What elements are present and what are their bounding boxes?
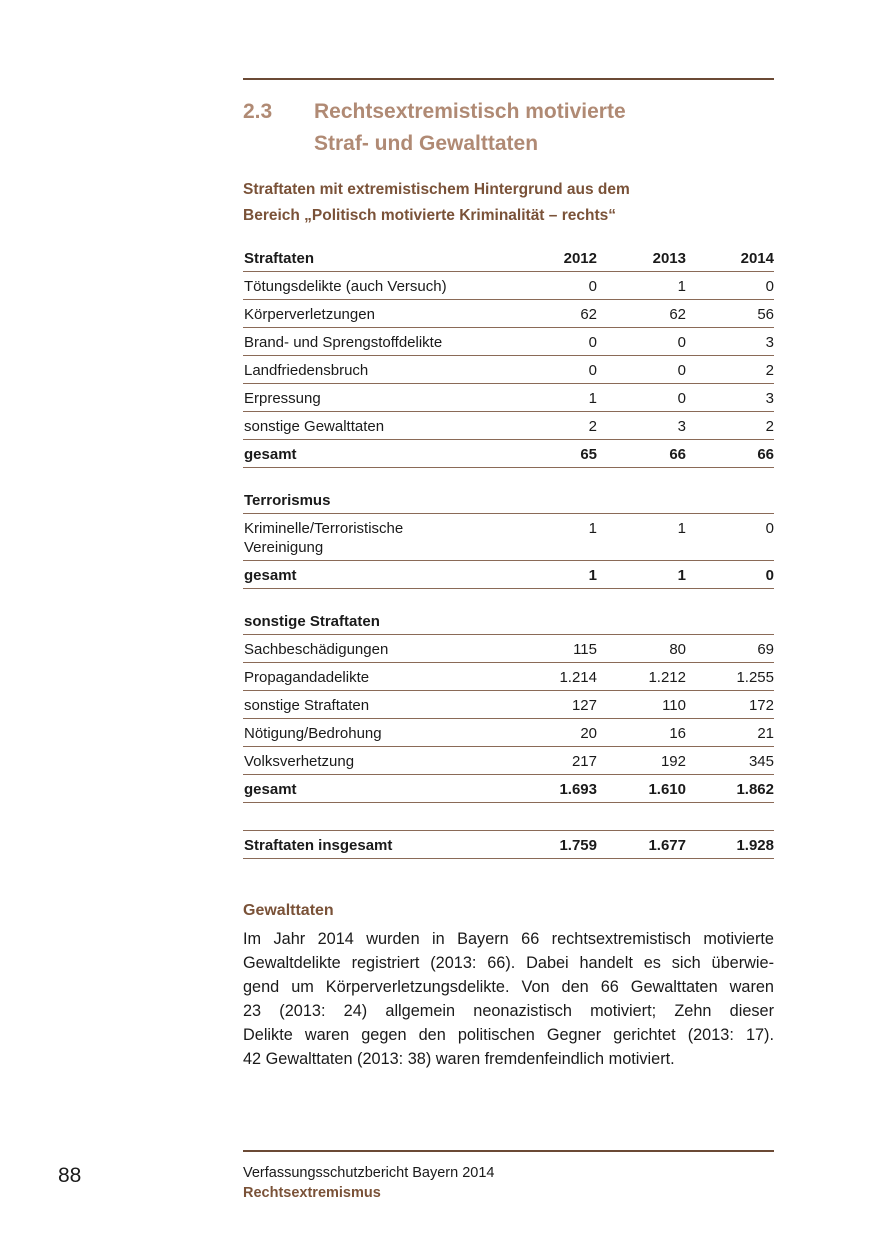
table-row: [243, 635, 774, 663]
cell-2014: 69: [757, 641, 774, 658]
footer-rule: [243, 1150, 774, 1152]
subtotal-row: [243, 775, 774, 803]
cell-2012: 115: [573, 641, 597, 658]
cell-2013: 110: [662, 697, 686, 714]
table-row: [243, 356, 774, 384]
row-label: Sachbeschädigungen: [244, 641, 389, 658]
table-row: [243, 663, 774, 691]
cell-2012: 0: [588, 362, 597, 379]
row-label: Brand- und Sprengstoffdelikte: [244, 334, 443, 351]
row-label: Landfriedensbruch: [244, 362, 369, 379]
row-label: Propagandadelikte: [244, 669, 370, 686]
cell-2013: 66: [669, 446, 686, 463]
cell-2013: 0: [677, 390, 686, 407]
cell-2014: 3: [765, 334, 774, 351]
cell-2013: 62: [669, 306, 686, 323]
table-row: [243, 747, 774, 775]
cell-2012: 2: [588, 418, 597, 435]
cell-2013: 1.677: [648, 837, 686, 854]
row-label: [244, 519, 484, 557]
row-label: sonstige Gewalttaten: [244, 418, 385, 435]
header-2014: 2014: [740, 250, 774, 267]
cell-2012: 127: [571, 697, 597, 714]
table-row: [243, 691, 774, 719]
cell-2013: 80: [669, 641, 686, 658]
top-rule: [243, 78, 774, 80]
cell-2012: 0: [588, 278, 597, 295]
table-spacer: [243, 468, 774, 486]
cell-2012: 65: [580, 446, 597, 463]
cell-2014: 172: [748, 697, 774, 714]
statistics-table: [243, 244, 774, 859]
paragraph-line: 42 Gewalttaten (2013: 38) waren fremdenfeindlich motiviert.: [243, 1050, 675, 1068]
cell-2014: 0: [765, 567, 774, 584]
section-number: 2.3: [243, 100, 273, 123]
cell-2013: 3: [677, 418, 686, 435]
footer-publication: Verfassungsschutzbericht Bayern 2014: [243, 1165, 495, 1181]
table-title-line2: Bereich „Politisch motivierte Kriminalität – rechts“: [243, 207, 616, 224]
row-label: Tötungsdelikte (auch Versuch): [244, 278, 447, 295]
cell-2014: 56: [757, 306, 774, 323]
cell-2012: 1.214: [559, 669, 597, 686]
subtotal-row: [243, 440, 774, 468]
section-title-line1: Rechtsextremistisch motivierte: [314, 100, 626, 123]
cell-2014: 66: [757, 446, 774, 463]
paragraph-line: Gewaltdelikte registriert (2013: 66). Dabei handelt es sich überwie-: [243, 954, 774, 972]
row-label: Straftaten insgesamt: [244, 837, 393, 854]
cell-2014: 2: [765, 418, 774, 435]
cell-2014: 1.862: [736, 781, 774, 798]
paragraph-line: Im Jahr 2014 wurden in Bayern 66 rechtsextremistisch motivierte: [243, 930, 774, 948]
row-label: Körperverletzungen: [244, 306, 375, 323]
header-2013: 2013: [652, 250, 686, 267]
table-row: [243, 412, 774, 440]
row-label: sonstige Straftaten: [244, 697, 370, 714]
table-row: [243, 719, 774, 747]
cell-2013: 1: [677, 567, 686, 584]
table-row: [243, 300, 774, 328]
cell-2013: 1: [677, 520, 686, 537]
cell-2014: 345: [748, 753, 774, 770]
header-label: Straftaten: [244, 250, 315, 267]
group-heading-terrorism: Terrorismus: [244, 492, 331, 509]
row-label: gesamt: [244, 781, 297, 798]
row-label: gesamt: [244, 446, 297, 463]
cell-2012: 20: [580, 725, 597, 742]
section-title-line2: Straf- und Gewalttaten: [314, 132, 539, 155]
cell-2012: 1.693: [559, 781, 597, 798]
table-title-line1: Straftaten mit extremistischem Hintergrund aus dem: [243, 181, 630, 198]
violence-paragraph: [243, 927, 774, 1071]
cell-2012: 1: [588, 520, 597, 537]
group-heading-other: sonstige Straftaten: [244, 613, 380, 630]
cell-2013: 1: [677, 278, 686, 295]
cell-2013: 192: [660, 753, 686, 770]
cell-2014: 21: [757, 725, 774, 742]
table-row: [243, 272, 774, 300]
cell-2013: 16: [669, 725, 686, 742]
paragraph-line: 23 (2013: 24) allgemein neonazistisch motiviert; Zehn dieser: [243, 1002, 774, 1020]
cell-2012: 1: [588, 390, 597, 407]
cell-2012: 217: [571, 753, 597, 770]
cell-2012: 1.759: [559, 837, 597, 854]
cell-2013: 0: [677, 362, 686, 379]
grand-total-row: [243, 831, 774, 859]
cell-2014: 1.255: [736, 669, 774, 686]
cell-2014: 0: [765, 278, 774, 295]
group-heading-row: [243, 607, 774, 635]
paragraph-line: gend um Körperverletzungsdelikte. Von den 66 Gewalttaten waren: [243, 978, 774, 996]
page-number: 88: [58, 1164, 82, 1187]
row-label: Erpressung: [244, 390, 321, 407]
table-row: [243, 514, 774, 561]
cell-2013: 1.610: [648, 781, 686, 798]
violence-section-title: Gewalttaten: [243, 902, 334, 919]
table-spacer: [243, 589, 774, 607]
paragraph-line: Delikte waren gegen den politischen Gegner gerichtet (2013: 17).: [243, 1026, 774, 1044]
row-label: Nötigung/Bedrohung: [244, 725, 382, 742]
cell-2012: 62: [580, 306, 597, 323]
group-heading-row: [243, 486, 774, 514]
cell-2014: 0: [765, 520, 774, 537]
table-header-row: [243, 244, 774, 272]
footer-chapter: Rechtsextremismus: [243, 1185, 381, 1201]
header-2012: 2012: [563, 250, 597, 267]
table-row: [243, 328, 774, 356]
cell-2014: 2: [765, 362, 774, 379]
cell-2012: 0: [588, 334, 597, 351]
cell-2013: 0: [677, 334, 686, 351]
cell-2014: 1.928: [736, 837, 774, 854]
cell-2012: 1: [588, 567, 597, 584]
row-label-line2: Vereinigung: [244, 539, 324, 556]
table-row: [243, 384, 774, 412]
row-label: Volksverhetzung: [244, 753, 355, 770]
subtotal-row: [243, 561, 774, 589]
row-label: gesamt: [244, 567, 297, 584]
row-label-line1: Kriminelle/Terroristische: [244, 520, 404, 537]
cell-2013: 1.212: [648, 669, 686, 686]
table-spacer: [243, 803, 774, 831]
cell-2014: 3: [765, 390, 774, 407]
table-title: [243, 177, 774, 229]
